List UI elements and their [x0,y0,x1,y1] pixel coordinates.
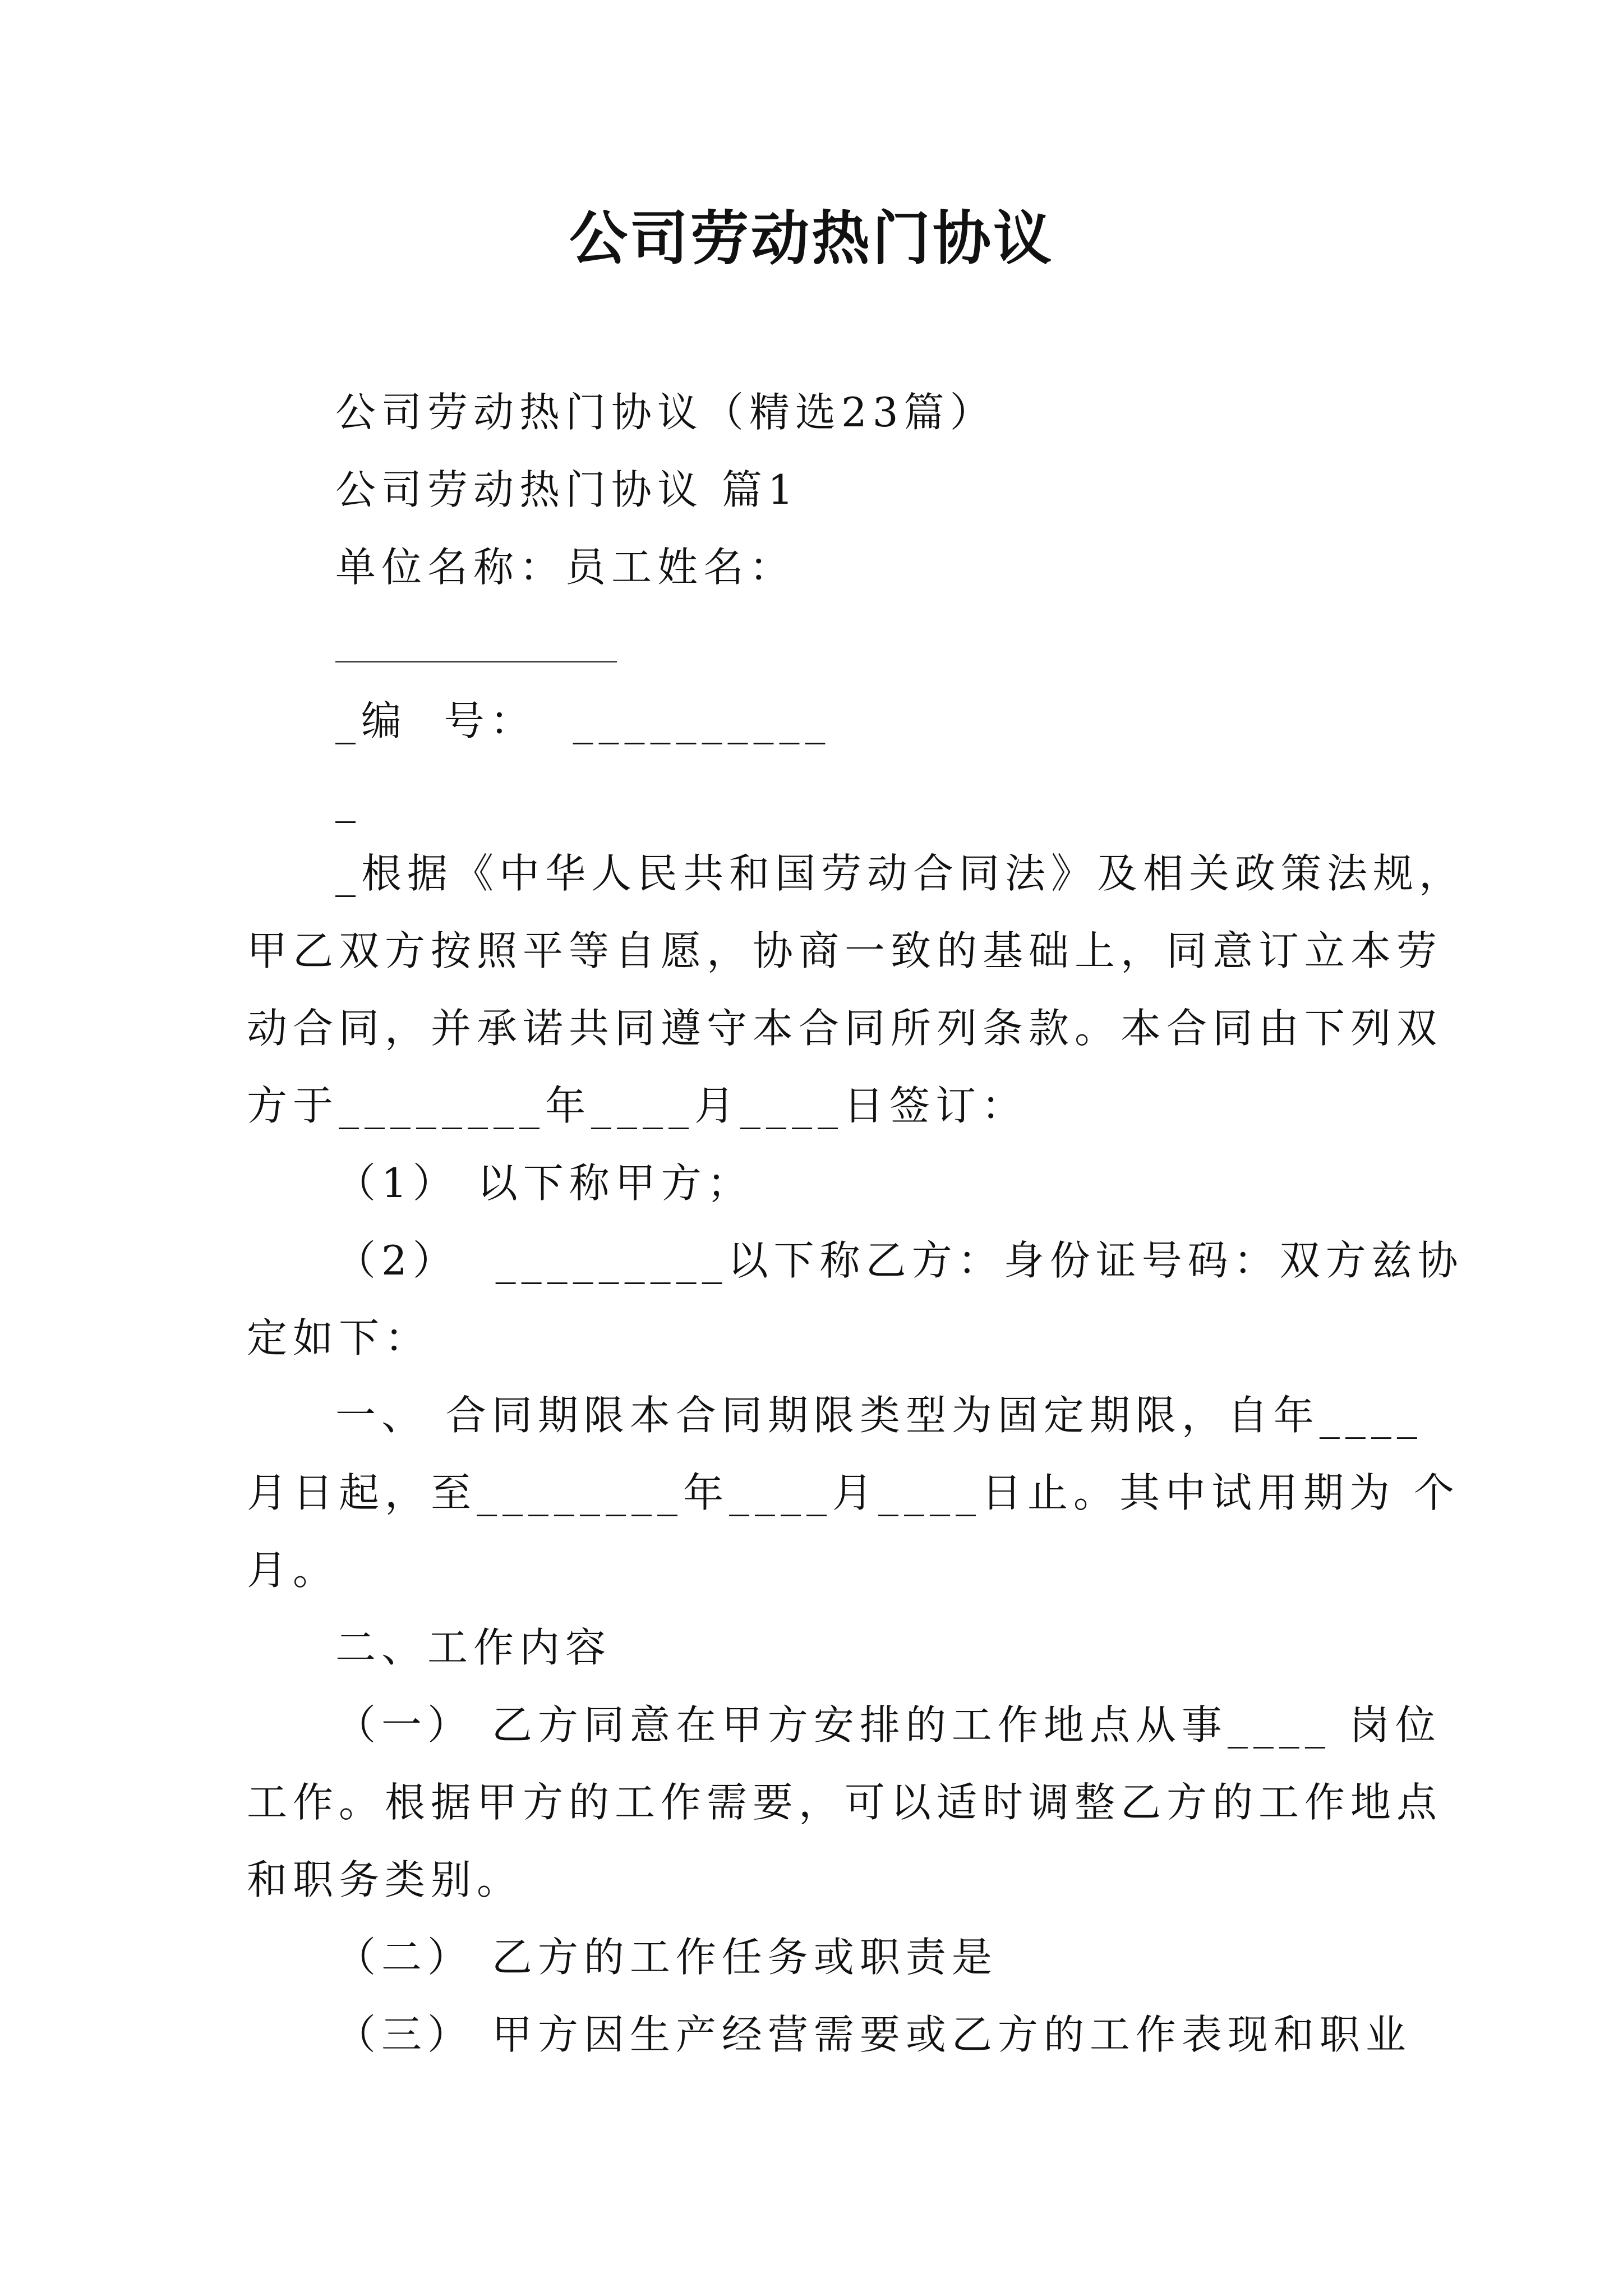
doc-line: （二） 乙方的工作任务或职责是 [335,1934,998,1981]
document-title: 公司劳动热门协议 [569,204,1054,273]
doc-line: 动合同，并承诺共同遵守本合同所列条款。本合同由下列双 [247,1005,1443,1052]
doc-line: 二、工作内容 [335,1624,612,1671]
doc-line: 月日起，至________年____月____日止。其中试用期为 个 [247,1469,1460,1516]
doc-line: 甲乙双方按照平等自愿，协商一致的基础上，同意订立本劳 [247,927,1443,974]
doc-line: 一、 合同期限本合同期限类型为固定期限，自年____ [335,1392,1423,1439]
doc-line: （1） 以下称甲方； [335,1159,753,1207]
doc-line: 公司劳动热门协议 篇1 [335,466,799,513]
doc-line: _ [335,776,361,823]
doc-line: 和职务类别。 [247,1856,523,1903]
doc-line: 方于________年____月____日签订： [247,1082,1028,1129]
doc-line: 公司劳动热门协议（精选23篇） [335,389,996,436]
doc-line: 定如下： [247,1314,431,1361]
doc-line: 工作。根据甲方的工作需要，可以适时调整乙方的工作地点 [247,1779,1443,1826]
doc-line: （三） 甲方因生产经营需要或乙方的工作表现和职业 [335,2011,1412,2058]
doc-line: （一） 乙方同意在甲方安排的工作地点从事____ 岗位 [335,1701,1441,1749]
doc-line: 月。 [247,1547,339,1594]
doc-line: （2） _________以下称乙方：身份证号码：双方兹协 [335,1237,1464,1284]
doc-line: 单位名称：员工姓名： [335,544,796,591]
doc-line: _编 号： __________ [335,697,831,744]
doc-line: _根据《中华人民共和国劳动合同法》及相关政策法规， [335,850,1465,897]
name-blank-line [335,661,617,662]
